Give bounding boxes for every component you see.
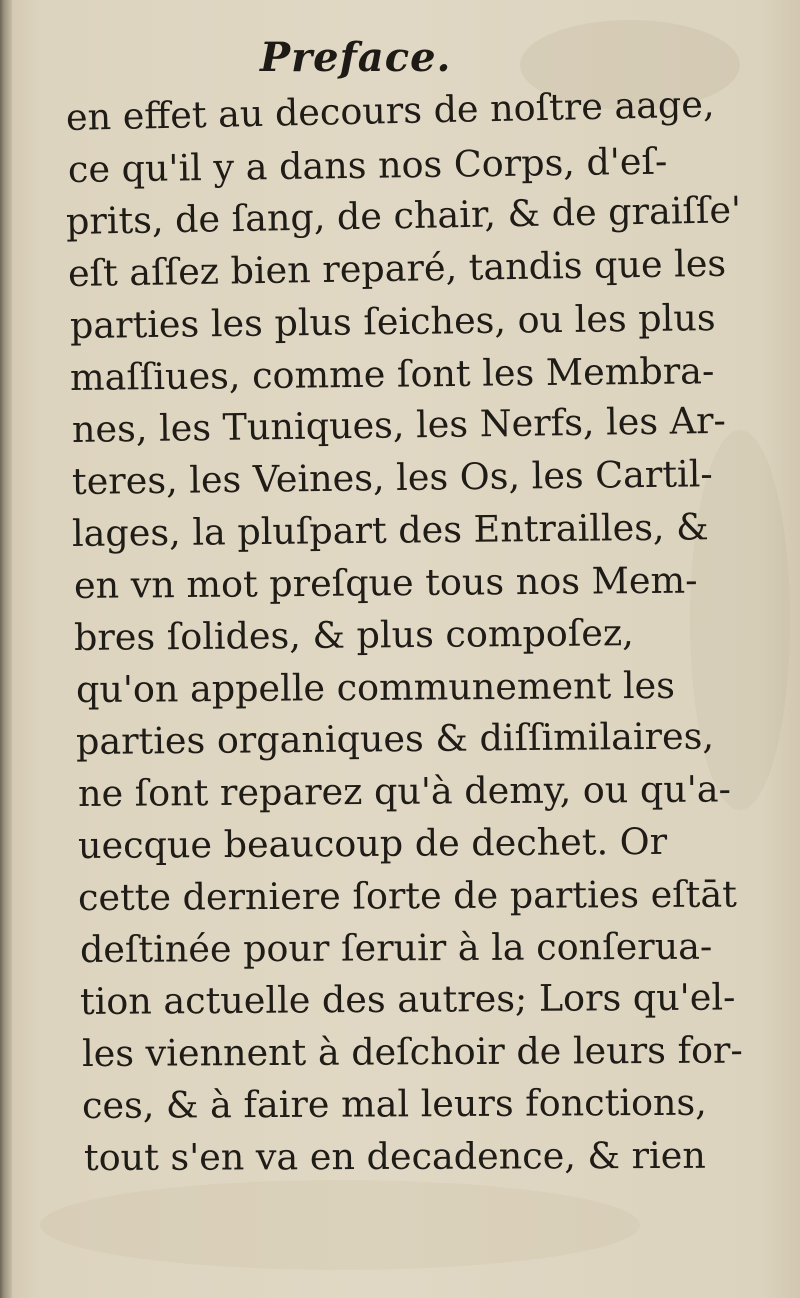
paper-stain — [40, 1180, 640, 1270]
page-gutter-shadow — [0, 0, 12, 1298]
running-head: Preface. — [260, 34, 452, 81]
text-line: ce qu'il y a dans nos Corps, d'eſ- — [67, 139, 668, 191]
text-line: tout s'en va en decadence, & rien — [83, 1133, 706, 1179]
text-line: nes, les Tuniques, les Nerfs, les Ar- — [71, 398, 727, 451]
text-line: en effet au decours de noſtre aage, — [65, 82, 715, 139]
text-line: qu'on appelle communement les — [75, 663, 676, 711]
text-line: ne ſont reparez qu'à demy, ou qu'a- — [77, 767, 732, 815]
text-line: eſt aſſez bien reparé, tandis que les — [67, 241, 727, 295]
text-line: parties organiques & diſſimilaires, — [75, 714, 715, 763]
text-line: parties les plus ſeiches, ou les plus — [69, 296, 716, 347]
text-line: maſſiues, comme ſont les Membra- — [69, 349, 715, 399]
text-line: lages, la pluſpart des Entrailles, & — [71, 505, 709, 555]
text-line: uecque beaucoup de dechet. Or — [77, 819, 668, 867]
text-line: teres, les Veines, les Os, les Cartil- — [71, 452, 713, 503]
text-line: cette derniere ſorte de parties eſtāt — [77, 872, 737, 919]
text-line: prits, de ſang, de chair, & de graiſſe' — [65, 188, 742, 243]
text-line: tion actuelle des autres; Lors qu'el- — [79, 975, 736, 1023]
text-line: les viennent à deſchoir de leurs for- — [81, 1028, 743, 1075]
text-line: deſtinée pour ſeruir à la conſerua- — [79, 924, 713, 971]
text-line: en vn mot preſque tous nos Mem- — [73, 558, 698, 607]
body-text — [65, 82, 743, 1184]
text-line: ces, & à faire mal leurs fonctions, — [81, 1080, 707, 1127]
text-line: bres ſolides, & plus compoſez, — [73, 611, 634, 659]
